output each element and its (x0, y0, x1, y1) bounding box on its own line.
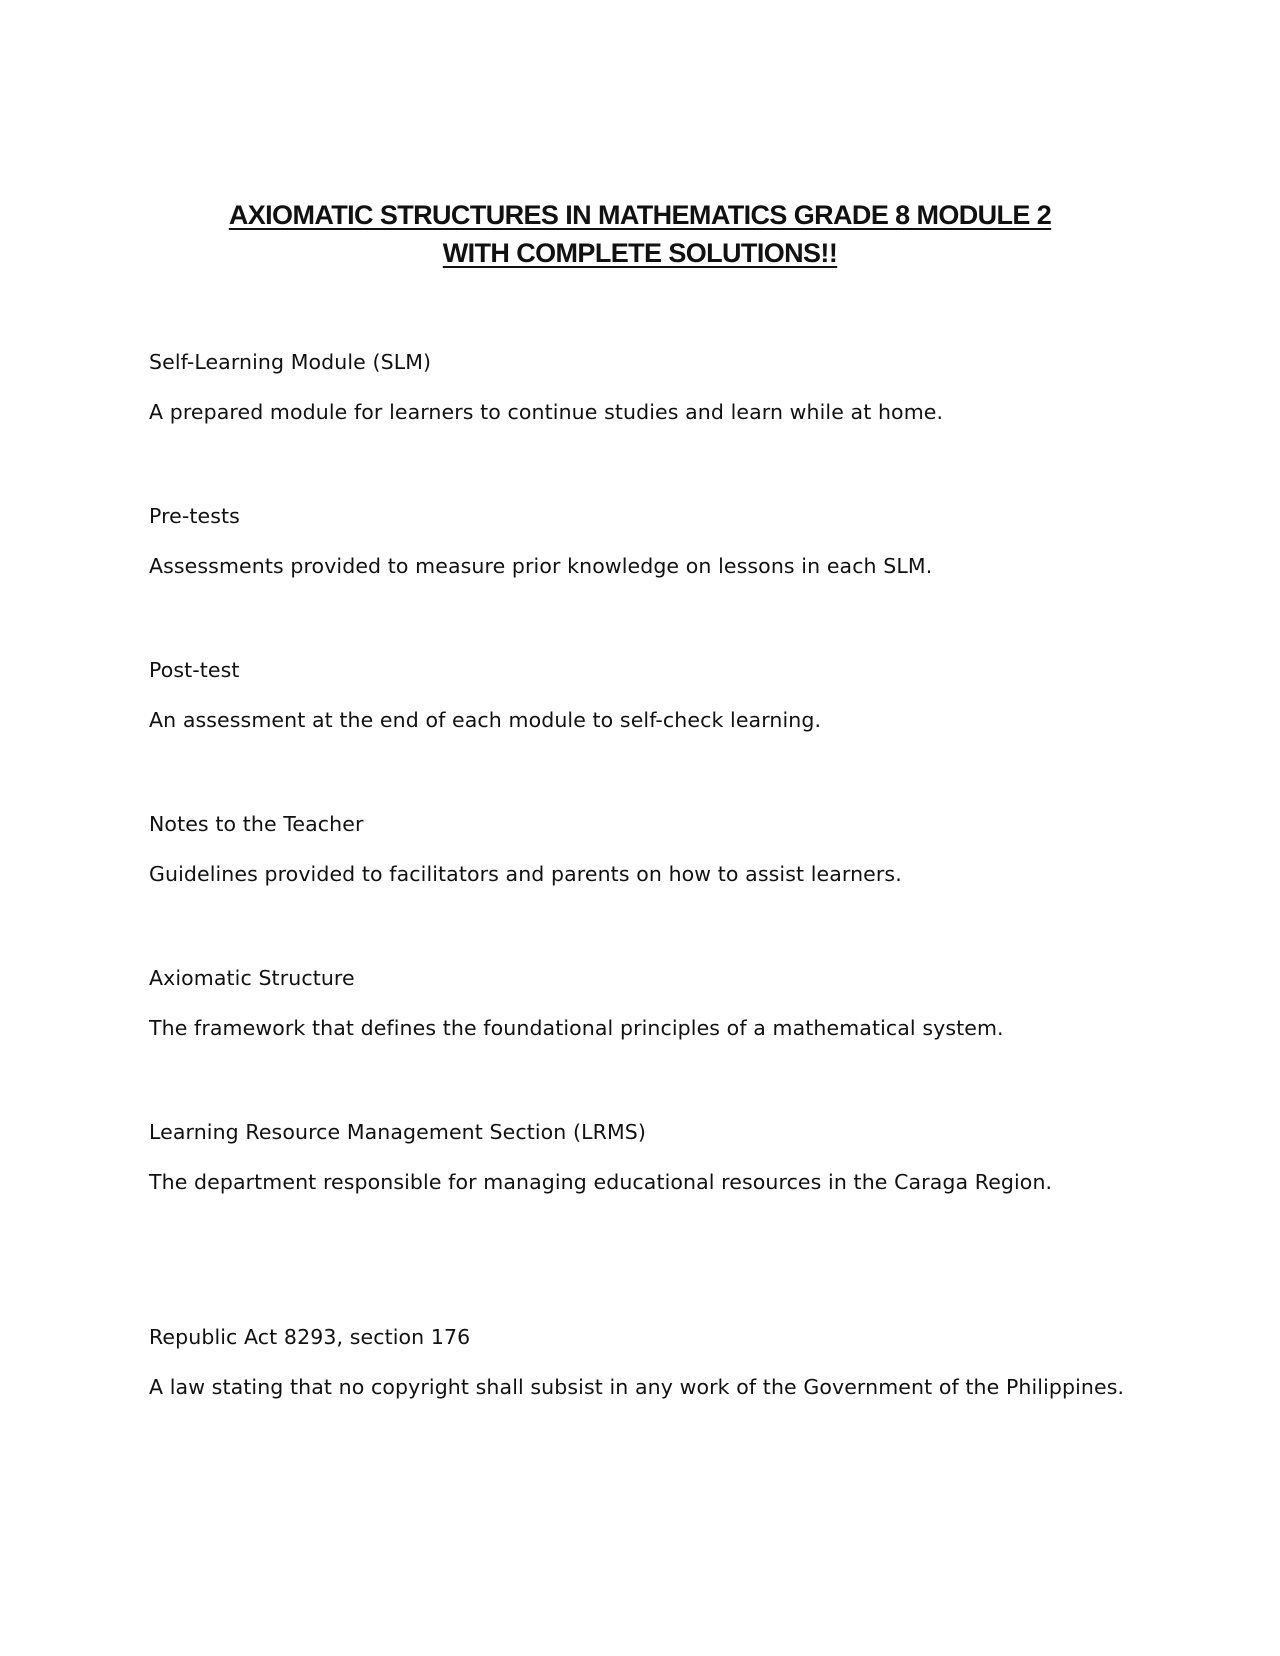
entry-definition: A law stating that no copyright shall subsist in any work of the Government of the Philippines. (149, 1375, 1125, 1399)
entry-notes-to-teacher (149, 809, 1149, 890)
entry-axiomatic-structure (149, 963, 1149, 1044)
entry-definition: An assessment at the end of each module to self-check learning. (149, 708, 822, 732)
title-line-2: WITH COMPLETE SOLUTIONS!! (442, 238, 838, 268)
entry-term: Republic Act 8293, section 176 (149, 1325, 471, 1349)
entry-term: Pre-tests (149, 504, 240, 528)
entry-term: Notes to the Teacher (149, 812, 364, 836)
entry-definition: The framework that defines the foundational principles of a mathematical system. (149, 1016, 1004, 1040)
entry-term: Self-Learning Module (SLM) (149, 350, 432, 374)
entry-pre-tests (149, 501, 1149, 582)
entry-lrms (149, 1117, 1149, 1198)
title-line-1: AXIOMATIC STRUCTURES IN MATHEMATICS GRADE 8 MODULE 2 (228, 200, 1052, 230)
entry-republic-act (149, 1322, 1149, 1403)
entry-definition: The department responsible for managing educational resources in the Caraga Region. (149, 1170, 1053, 1194)
entry-term: Learning Resource Management Section (LRMS) (149, 1120, 646, 1144)
entry-definition: A prepared module for learners to continue studies and learn while at home. (149, 400, 944, 424)
entry-term: Post-test (149, 658, 240, 682)
entry-definition: Guidelines provided to facilitators and parents on how to assist learners. (149, 862, 902, 886)
document-title (120, 196, 1160, 272)
entry-definition: Assessments provided to measure prior knowledge on lessons in each SLM. (149, 554, 933, 578)
entry-term: Axiomatic Structure (149, 966, 355, 990)
entry-post-test (149, 655, 1149, 736)
entry-slm (149, 347, 1149, 428)
